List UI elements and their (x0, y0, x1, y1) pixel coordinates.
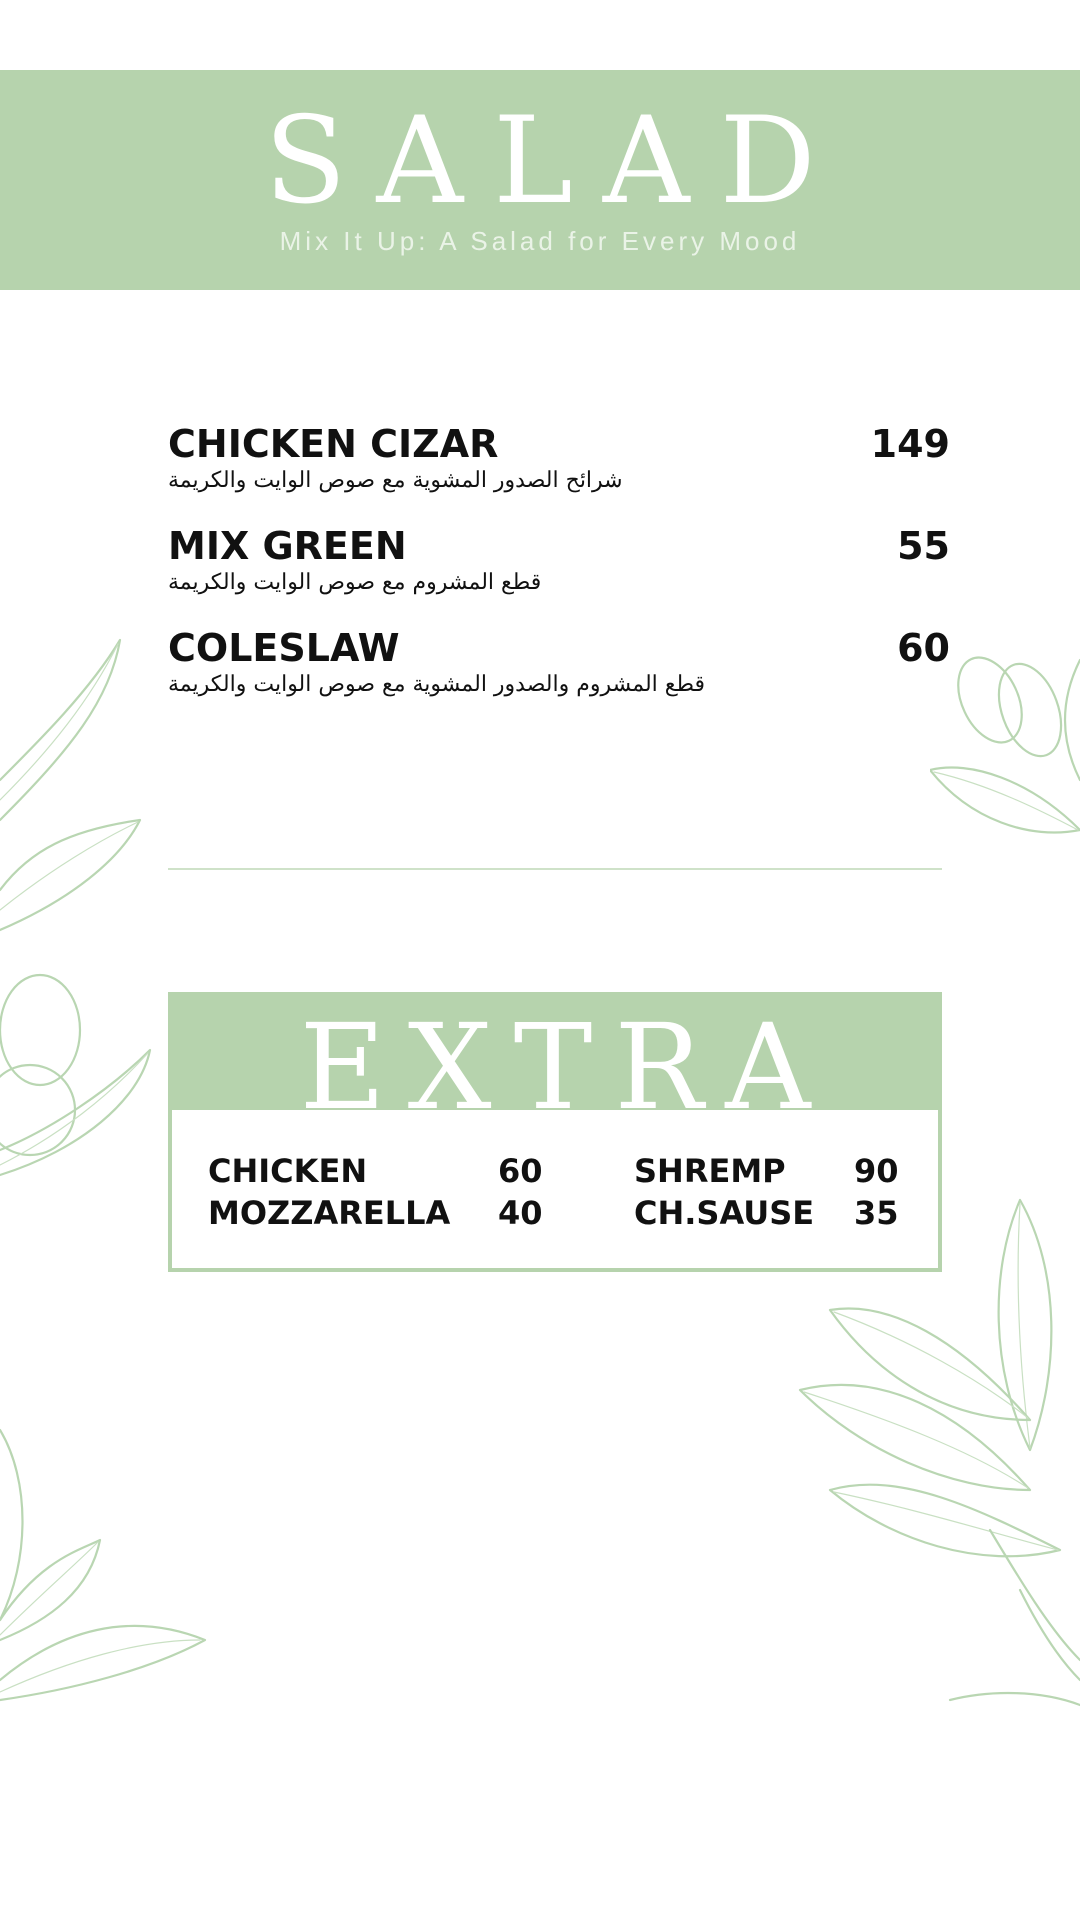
menu-item-name: MIX GREEN (168, 524, 407, 568)
page-subtitle: Mix It Up: A Salad for Every Mood (279, 226, 801, 256)
olive-branch-left-icon (0, 630, 170, 1190)
header-band (0, 70, 1080, 290)
menu-item (168, 522, 958, 624)
menu-item (168, 420, 958, 522)
extra-item-name: CHICKEN (208, 1152, 368, 1190)
extra-item-price: 90 (854, 1152, 899, 1190)
extras-box (168, 992, 942, 1272)
leaf-cluster-bottom-left-icon (0, 1420, 210, 1720)
menu-item-description: قطع المشروم والصدور المشوية مع صوص الوايت والكريمة (168, 672, 706, 697)
extra-item-name: CH.SAUSE (634, 1194, 815, 1232)
menu-item-price: 60 (897, 626, 950, 670)
extras-header (168, 992, 942, 1136)
extra-item-price: 40 (498, 1194, 543, 1232)
salad-menu-list (168, 420, 958, 726)
extras-title: EXTRA (299, 998, 833, 1136)
menu-item-name: COLESLAW (168, 626, 400, 670)
page-title: SALAD (264, 92, 846, 231)
section-divider (168, 868, 942, 870)
extra-item-name: MOZZARELLA (208, 1194, 451, 1232)
menu-item-price: 55 (897, 524, 950, 568)
extra-item-name: SHREMP (634, 1152, 786, 1190)
menu-item-price: 149 (870, 422, 950, 466)
menu-item-description: قطع المشروم مع صوص الوايت والكريمة (168, 570, 542, 595)
extra-item-price: 35 (854, 1194, 899, 1232)
menu-item (168, 624, 958, 726)
menu-item-name: CHICKEN CIZAR (168, 422, 499, 466)
extra-item-price: 60 (498, 1152, 543, 1190)
menu-item-description: شرائح الصدور المشوية مع صوص الوايت والكريمة (168, 468, 623, 493)
